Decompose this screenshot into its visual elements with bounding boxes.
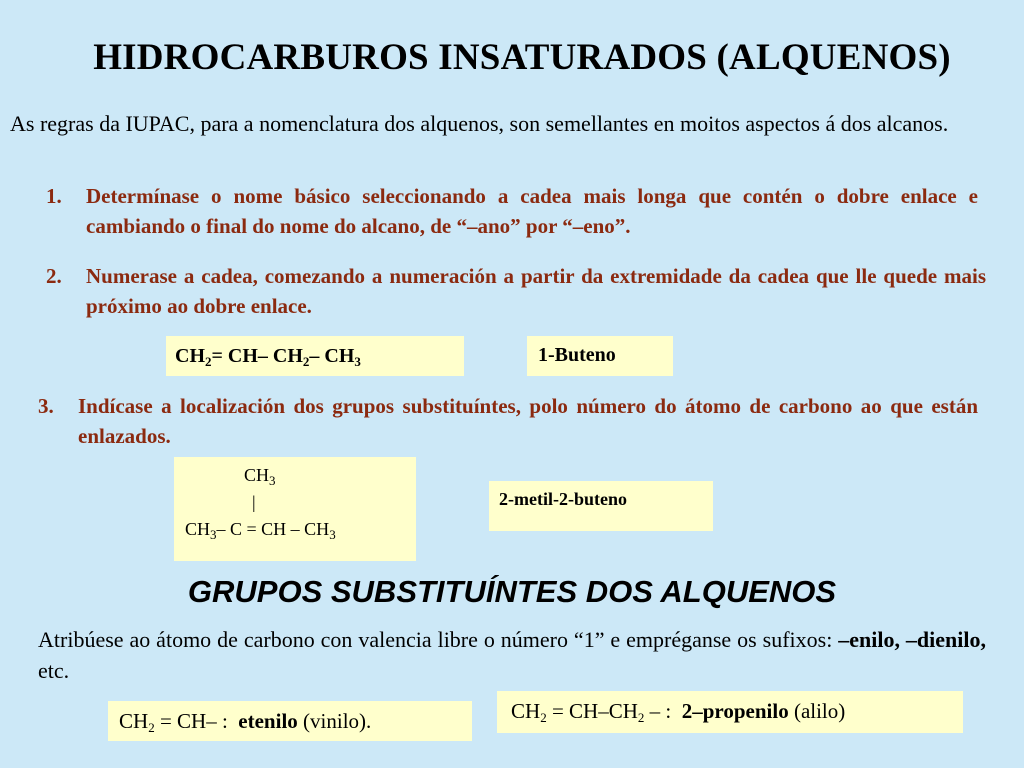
- formula-box-butene: [166, 336, 464, 376]
- compound-name: 2-metil-2-buteno: [499, 489, 627, 509]
- rule-2: [46, 261, 986, 321]
- formula-branch: $CH_3$: [244, 465, 276, 488]
- formula-box-methylbutene: [174, 457, 416, 561]
- rule-text: Numerase a cadea, comezando a numeración a partir da extremidade da cadea que lle quede mais próximo ao dobre enlace.: [86, 264, 986, 318]
- rule-text: Indícase a localización dos grupos substituíntes, polo número do átomo de carbono ao que están enlazados.: [78, 394, 978, 448]
- rule-number: 3.: [38, 394, 54, 418]
- formula-main-chain: $CH_3-$ C = CH – $CH_3$: [185, 519, 336, 542]
- name-box-methylbutene: [489, 481, 713, 531]
- intro-paragraph: As regras da IUPAC, para a nomenclatura dos alquenos, son semellantes en moitos aspectos á dos alcanos.: [10, 111, 949, 136]
- formula-bond: |: [252, 492, 256, 512]
- etenilo-box: [108, 701, 472, 741]
- propenilo-text: $CH_2 = CH-CH_2$ – : 2–propenilo (alilo): [511, 699, 846, 725]
- rule-3: [38, 391, 978, 451]
- compound-name: 1-Buteno: [538, 344, 616, 366]
- rule-number: 1.: [46, 184, 62, 208]
- rule-1: [46, 181, 978, 241]
- suffix-paragraph: Atribúese ao átomo de carbono con valencia libre o número “1” e empréganse os sufixos: –enilo, –dienilo, etc.: [38, 627, 987, 683]
- name-box-butene: [527, 336, 673, 376]
- rule-text: Determínase o nome básico seleccionando a cadea mais longa que contén o dobre enlace e cambiando o final do nome do alcano, de “–ano” por “–eno”.: [86, 184, 978, 238]
- formula-text: $CH_2= CH-$ $CH_2-$ $CH_3$: [175, 345, 361, 369]
- page-title: HIDROCARBUROS INSATURADOS (ALQUENOS): [93, 37, 951, 78]
- rule-number: 2.: [46, 264, 62, 288]
- section-subtitle: GRUPOS SUBSTITUÍNTES DOS ALQUENOS: [187, 574, 837, 609]
- etenilo-text: $CH_2 = CH-$ : etenilo (vinilo).: [119, 709, 372, 735]
- propenilo-box: [497, 691, 963, 733]
